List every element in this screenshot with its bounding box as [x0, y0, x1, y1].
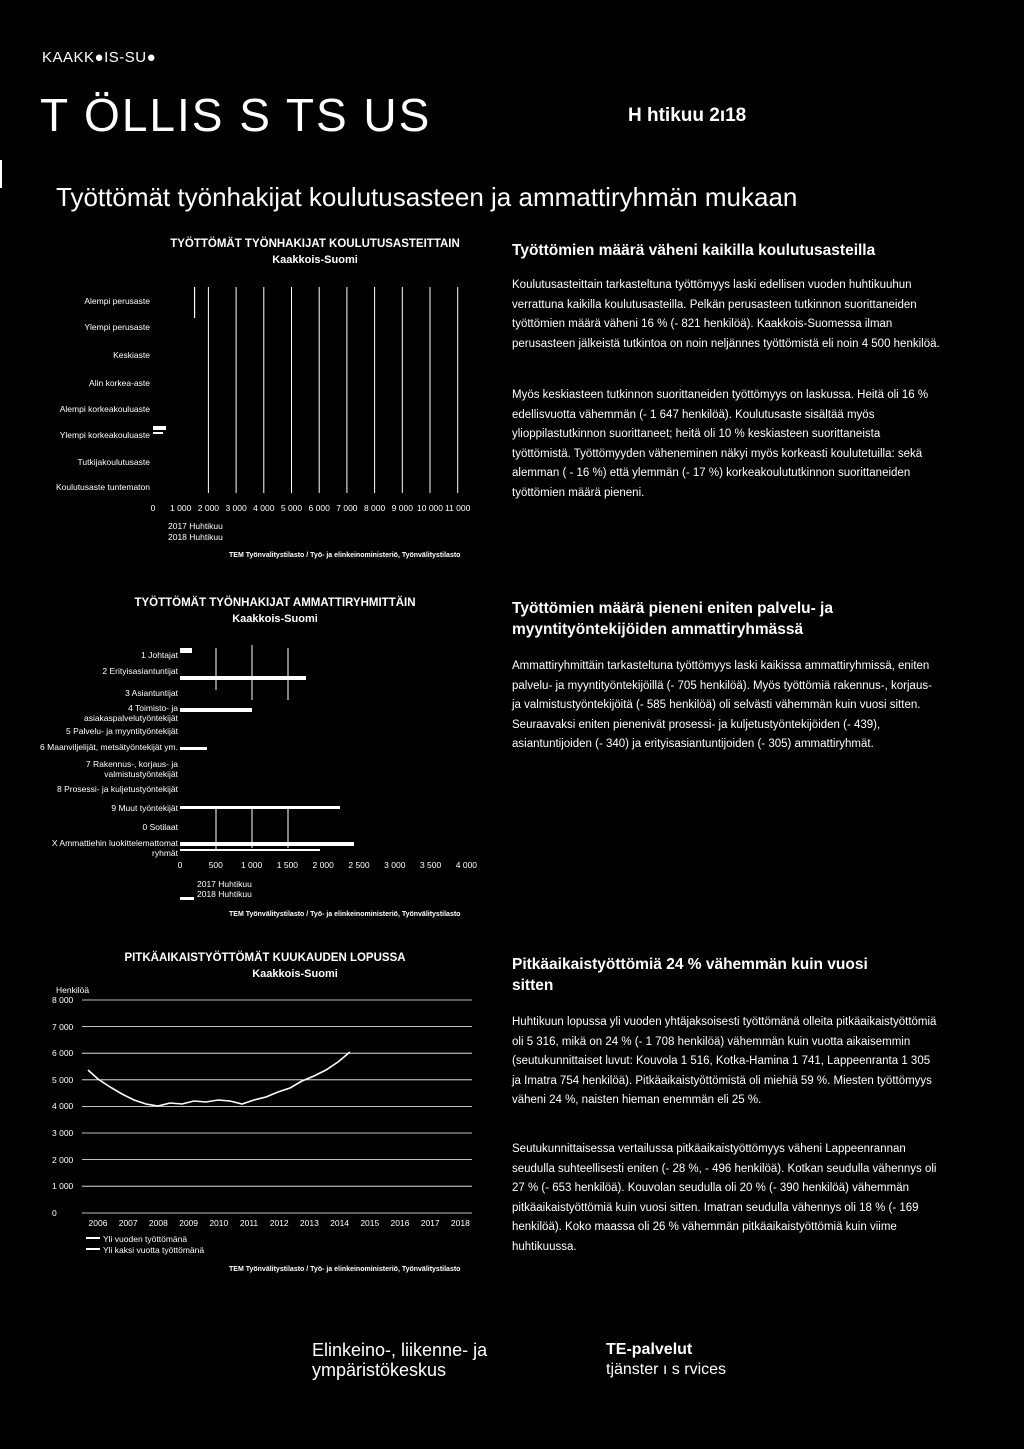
chart2-category-label: 6 Maanviljelijät, metsätyöntekijät ym.: [40, 742, 178, 752]
chart1-tick-label: 11 000: [445, 503, 471, 513]
chart2-tick-label: 1 000: [240, 860, 263, 870]
chart1-category-label: Alin korkea-aste: [89, 378, 150, 388]
chart2-title: TYÖTTÖMÄT TYÖNHAKIJAT AMMATTIRYHMITTÄIN: [134, 597, 416, 609]
chart3-x-tick: 2013: [299, 1218, 319, 1228]
main-heading: Työttömät työnhakijat koulutusasteen ja ammattiryhmän mukaan: [56, 182, 798, 212]
chart3-x-tick: 2010: [209, 1218, 229, 1228]
chart2-subtitle: Kaakkois-Suomi: [232, 613, 318, 625]
report-date: H htikuu 2ı18: [628, 105, 747, 126]
ely-logo-line2: ympäristökeskus: [312, 1360, 447, 1380]
chart1-bar: [153, 426, 166, 430]
chart3-x-tick: 2015: [360, 1218, 380, 1228]
section1-paragraph2: Myös keskiasteen tutkinnon suorittaneiden työttömyys on laskussa. Heitä oli 16 % edellisvuotta vähemmän (- 1 647 henkilöä). Koulutusaste sisältää myös ylioppilastutkinnon suorittaneet; heitä oli 10 % keskiasteen suorittaneista työttömistä. Työttömyyden väheneminen näkyi myös korkeasti koulutetuilla: sekä alemman ( - 16 %) että ylemmän (- 17 %) korkeakoulututkinnon suorittaneiden työttömien määrä pieneni.: [512, 389, 929, 499]
chart2-bar: [180, 648, 192, 653]
chart1-tick-label: 8 000: [363, 503, 386, 513]
chart3-x-tick: 2008: [148, 1218, 168, 1228]
chart1-tick-label: 5 000: [280, 503, 303, 513]
chart2-legend-2017: 2017 Huhtikuu: [197, 879, 252, 889]
section3-heading: Pitkäaikaistyöttömiä 24 % vähemmän kuin vuosi sitten: [512, 956, 868, 994]
chart3-y-tick: 8 000: [52, 995, 74, 1005]
chart3-x-tick: 2007: [118, 1218, 138, 1228]
chart1-legend-2017: 2017 Huhtikuu: [168, 521, 223, 531]
chart1-tick-label: 7 000: [336, 503, 358, 513]
chart2-bar: [180, 806, 340, 809]
chart1-category-label: Ylempi perusaste: [84, 322, 150, 332]
te-logo-line1: TE-palvelut: [606, 1341, 693, 1358]
te-logo-line2: tjänster ı s rvices: [606, 1361, 727, 1378]
chart3-x-tick: 2017: [420, 1218, 440, 1228]
chart1-subtitle: Kaakkois-Suomi: [272, 254, 358, 266]
chart3-y-tick: 3 000: [52, 1128, 74, 1138]
chart2-category-label: 2 Erityisasiantuntijat: [102, 666, 178, 676]
chart3-x-tick: 2006: [88, 1218, 108, 1228]
chart2-source: TEM Työnvälitystilasto / Työ- ja elinkeinoministeriö, Työnvälitystilasto: [229, 911, 461, 918]
chart2-tick-label: 1 500: [276, 860, 299, 870]
chart3-y-tick: 6 000: [52, 1048, 74, 1059]
chart2-tick-label: 0: [177, 860, 183, 870]
chart3-legend-over2y: Yli kaksi vuotta työttömänä: [103, 1245, 205, 1255]
chart2-bar: [180, 676, 306, 680]
region-label: KAAKK●IS-SU●: [42, 49, 157, 66]
chart2-category-label: 1 Johtajat: [141, 650, 178, 660]
margin-mark: [0, 160, 2, 188]
chart3-x-tick: 2016: [390, 1218, 410, 1228]
ely-centre-logo: [312, 1340, 487, 1380]
ely-logo-line1: Elinkeino-, liikenne- ja: [312, 1340, 488, 1360]
chart3-y-tick: 0: [52, 1207, 57, 1218]
chart2-bar: [180, 842, 354, 846]
chart3-x-tick: 2018: [450, 1218, 470, 1228]
chart1-category-label: Keskiaste: [113, 350, 150, 360]
chart3-subtitle: Kaakkois-Suomi: [252, 968, 338, 980]
chart3-x-tick: 2009: [179, 1218, 199, 1228]
chart2-tick-label: 2 000: [312, 860, 334, 870]
chart1-tick-label: 1 000: [170, 503, 192, 513]
chart1-tick-label: 6 000: [308, 503, 330, 513]
chart1-category-label: Alempi perusaste: [84, 296, 150, 306]
chart1-tick-label: 3 000: [225, 503, 247, 513]
chart1-tick-label: 0: [150, 503, 156, 513]
chart3-y-tick: 4 000: [52, 1101, 74, 1112]
chart1-category-label: Koulutusaste tuntematon: [55, 482, 150, 492]
chart2-category-label: X Ammattiehin luokittelemattomat ryhmät: [51, 838, 178, 858]
chart2-tick-label: 3 000: [384, 860, 406, 870]
chart3-x-tick: 2011: [239, 1218, 259, 1228]
chart3-x-tick: 2014: [330, 1218, 350, 1228]
chart2-tick-label: 3 500: [419, 860, 442, 870]
chart2-category-label: 4 Toimisto- ja asiakaspalvelutyöntekijät: [83, 703, 178, 723]
chart1-source: TEM Työnvalitystilasto / Työ- ja elinkeinoministeriö, Työnvälitystilasto: [229, 552, 461, 559]
chart2-category-label: 5 Palvelu- ja myyntityöntekijät: [66, 726, 178, 736]
te-services-logo: [606, 1340, 726, 1380]
chart2-bar: [180, 747, 207, 750]
chart1-category-label: Ylempi korkeakouluaste: [59, 430, 150, 440]
chart3-y-tick: 5 000: [52, 1074, 74, 1085]
chart2-tick-label: 2 500: [348, 860, 370, 870]
chart2-tick-label: 500: [208, 860, 223, 870]
chart3-legend-swatch: [86, 1248, 100, 1250]
chart3-x-tick: 2012: [269, 1218, 289, 1228]
chart2-category-label: 3 Asiantuntijat: [125, 688, 178, 698]
section2-heading: Työttömien määrä pieneni eniten palvelu- ja myyntityöntekijöiden ammattiryhmässä: [512, 600, 833, 638]
section3-paragraph1: Huhtikuun lopussa yli vuoden yhtäjaksoisesti työttömänä olleita pitkäaikaistyöttömiä oli 5 316, mikä on 24 % (- 1 708 henkilöä) vähemmän kuin vuotta aikaisemmin (seutukunnittaiset luvut: Kouvola 1 516, Kotka-Hamina 1 741, Lappeenranta 1 305 ja Imatra 754 henkilöä). Pitkäaikaistyöttömistä oli miehiä 59 %. Miesten työttömyys väheni 24 %, naisten hieman enemmän eli 25 %.: [512, 1016, 937, 1106]
chart1-tick-label: 9 000: [391, 503, 413, 513]
chart2-legend-2018: 2018 Huhtikuu: [197, 889, 252, 899]
section3-paragraph2: Seutukunnittaisessa vertailussa pitkäaikaistyöttömyys väheni Lappeenrannan seudulla suhteellisesti eniten (- 28 %, - 496 henkilöä). Kotkan seudulla vähennys oli 27 % (- 653 henkilöä). Kouvolan seudulla oli 20 % (- 390 henkilöä) vähemmän pitkäaikaistyöttömiä kuin vuosi sitten. Imatran seudulla vähennys oli 18 % (- 169 henkilöä). Koko maassa oli 26 % vähemmän pitkäaikaistyöttömiä kuin viime huhtikuussa.: [512, 1143, 937, 1253]
chart3-legend-over1y: Yli vuoden työttömänä: [103, 1234, 188, 1244]
chart1-tick-label: 10 000: [417, 503, 443, 513]
chart3-ylabel: Henkilöä: [56, 985, 90, 995]
section1-paragraph1: Koulutusasteittain tarkasteltuna työttömyys laski edellisen vuoden huhtikuuhun verrattuna kaikilla koulutusasteilla. Pelkän perusasteen tutkinnon suorittaneiden työttömien määrä väheni 16 % (- 821 henkilöä). Kaakkois-Suomessa ilman perusasteen jälkeistä tutkintoa on noin neljännes työttömistä eli noin 4 500 henkilöä.: [512, 279, 940, 350]
chart1-category-label: Tutkijakoulutusaste: [77, 457, 150, 467]
chart3-y-tick: 2 000: [52, 1154, 74, 1165]
chart3-source: TEM Työnvälitystilasto / Työ- ja elinkeinoministeriö, Työnvälitystilasto: [229, 1266, 461, 1273]
chart2-tick-label: 4 000: [455, 860, 478, 870]
chart1-bar: [153, 432, 163, 434]
chart1-tick-label: 4 000: [253, 503, 275, 513]
section1-heading: Työttömien määrä väheni kaikilla koulutusasteilla: [512, 242, 876, 259]
chart2-category-label: 9 Muut työntekijät: [111, 803, 178, 813]
chart1-legend-2018: 2018 Huhtikuu: [168, 532, 223, 542]
chart3-title: PITKÄAIKAISTYÖTTÖMÄT KUUKAUDEN LOPUSSA: [124, 952, 406, 964]
page-title: T ÖLLIS S TS US: [40, 89, 432, 141]
section2-paragraph1: Ammattiryhmittäin tarkasteltuna työttömyys laski kaikissa ammattiryhmissä, eniten palvelu- ja myyntityöntekijöillä (- 705 henkilöä). Myös työttömiä rakennus-, korjaus- ja valmistustyöntekijöitä (- 585 henkilöä) oli selvästi vähemmän kuin vuosi sitten. Seuraavaksi eniten pienenivät prosessi- ja kuljetustyöntekijöiden (- 439), asiantuntijoiden (- 340) ja erityisasiantuntijoiden (- 305) ammattiryhmät.: [512, 660, 932, 750]
chart1-category-label: Alempi korkeakouluaste: [59, 404, 150, 414]
chart3-y-tick: 1 000: [52, 1181, 74, 1192]
chart2-bar: [180, 849, 320, 851]
chart2-category-label: 0 Sotilaat: [142, 822, 178, 832]
chart2-category-label: 7 Rakennus-, korjaus- ja valmistustyöntekijät: [85, 759, 178, 779]
chart3-y-tick: 7 000: [52, 1021, 74, 1032]
chart3-series-over1y: [88, 1052, 350, 1106]
chart3-legend-swatch: [86, 1237, 100, 1239]
chart1-title: TYÖTTÖMÄT TYÖNHAKIJAT KOULUTUSASTEITTAIN: [170, 238, 460, 250]
chart1-tick-label: 2 000: [197, 503, 220, 513]
chart2-category-label: 8 Prosessi- ja kuljetustyöntekijät: [57, 784, 178, 794]
chart2-legend-swatch: [180, 897, 194, 900]
chart2-bar: [180, 708, 252, 712]
